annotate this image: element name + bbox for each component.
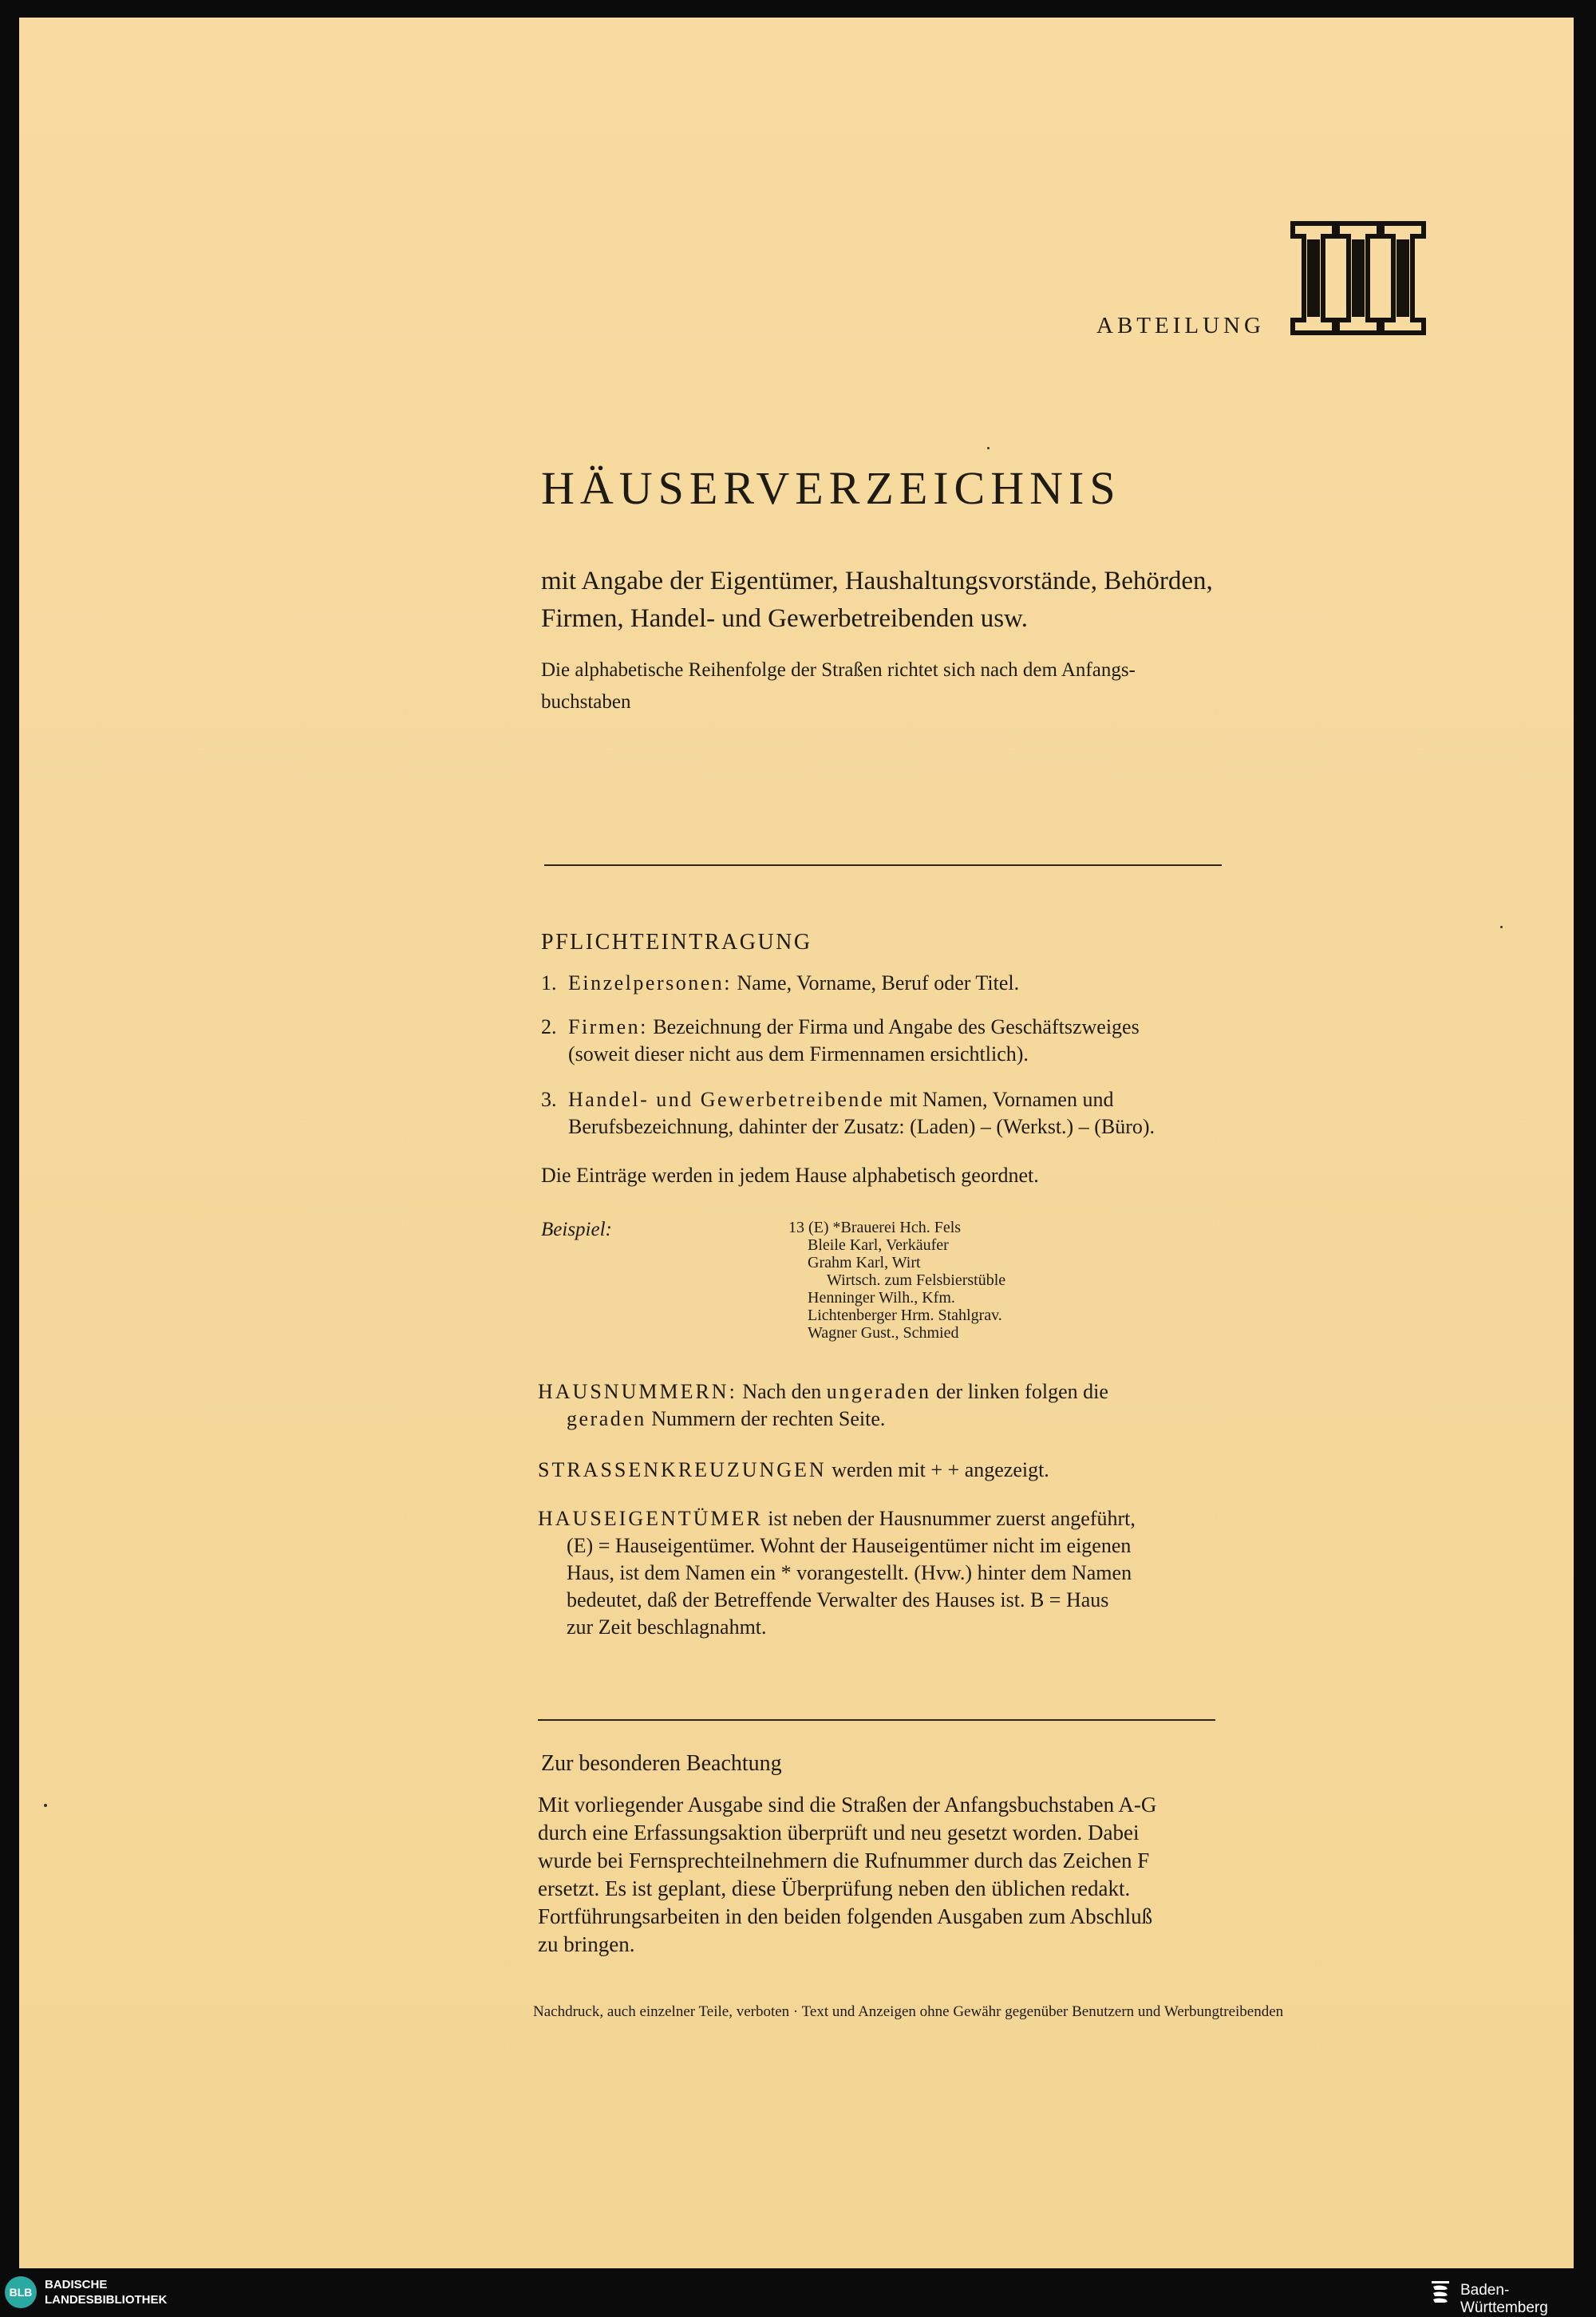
divider bbox=[538, 1719, 1215, 1721]
eigentuemer-text: Haus, ist dem Namen ein * vorangestellt. (Hvw.) hinter dem Namen bbox=[567, 1561, 1132, 1584]
eigentuemer-text: bedeutet, daß der Betreffende Verwalter des Hauses ist. B = Haus bbox=[567, 1588, 1109, 1611]
bw-lions-icon[interactable] bbox=[1428, 2276, 1452, 2308]
pflicht-item-2 bbox=[541, 1014, 1221, 1068]
example-line: Henninger Wilh., Kfm. bbox=[808, 1289, 955, 1307]
item-number: 3. bbox=[541, 1088, 557, 1111]
footer-note: Nachdruck, auch einzelner Teile, verboten · Text und Anzeigen ohne Gewähr gegenüber Benutzern und Werbungtreibenden bbox=[533, 2003, 1284, 2020]
eigentuemer-label: HAUSEIGENTÜMER bbox=[538, 1507, 763, 1530]
hausnummern-text: Nummern der rechten Seite. bbox=[651, 1407, 886, 1430]
hausnummern-text: der linken folgen die bbox=[936, 1380, 1108, 1403]
roman-numeral-three bbox=[1290, 220, 1427, 336]
sort-note-line: Die alphabetische Reihenfolge der Straßen richtet sich nach dem Anfangs- bbox=[541, 659, 1136, 681]
sort-note bbox=[541, 654, 1227, 718]
paper-speck bbox=[987, 447, 990, 449]
blb-logo[interactable]: BLB bbox=[5, 2276, 37, 2308]
abteilung-label: ABTEILUNG bbox=[1096, 313, 1265, 338]
item-label: Einzelpersonen: bbox=[568, 971, 732, 994]
pflicht-heading: PFLICHTEINTRAGUNG bbox=[541, 930, 812, 955]
eigentuemer-text: ist neben der Hausnummer zuerst angeführt, bbox=[768, 1507, 1136, 1530]
beispiel-label: Beispiel: bbox=[541, 1219, 612, 1240]
beispiel-example bbox=[788, 1219, 1005, 1342]
item-text: Bezeichnung der Firma und Angabe des Geschäftszweiges bbox=[653, 1015, 1140, 1038]
beachtung-line: Fortführungsarbeiten in den beiden folgenden Ausgaben zum Abschluß bbox=[538, 1904, 1153, 1928]
eigentuemer-block bbox=[538, 1505, 1218, 1641]
hausnummern-emphasis: ungeraden bbox=[826, 1380, 931, 1403]
example-line: Wagner Gust., Schmied bbox=[808, 1324, 959, 1342]
example-line: Bleile Karl, Verkäufer bbox=[808, 1236, 949, 1254]
beachtung-line: ersetzt. Es ist geplant, diese Überprüfung neben den üblichen redakt. bbox=[538, 1876, 1131, 1900]
viewer-bottom-bar bbox=[0, 2268, 1596, 2314]
divider bbox=[544, 864, 1222, 866]
example-line: 13 (E) *Brauerei Hch. Fels bbox=[788, 1219, 962, 1236]
item-label: Firmen: bbox=[568, 1015, 648, 1038]
subtitle-line: mit Angabe der Eigentümer, Haushaltungsvorstände, Behörden, bbox=[541, 567, 1213, 595]
bw-name[interactable]: Baden-Württemberg bbox=[1460, 2282, 1548, 2316]
beachtung-text bbox=[538, 1791, 1218, 1959]
kreuzungen-block bbox=[538, 1457, 1218, 1484]
paper-speck bbox=[44, 1804, 47, 1807]
pflicht-item-3 bbox=[541, 1086, 1221, 1141]
beachtung-line: zu bringen. bbox=[538, 1932, 635, 1956]
kreuzungen-text: werden mit + + angezeigt. bbox=[832, 1458, 1049, 1481]
item-text: mit Namen, Vornamen und bbox=[889, 1088, 1114, 1111]
eigentuemer-text: (E) = Hauseigentümer. Wohnt der Hauseigentümer nicht im eigenen bbox=[567, 1534, 1132, 1557]
paper-speck bbox=[1500, 926, 1503, 928]
subtitle-line: Firmen, Handel- und Gewerbetreibenden usw. bbox=[541, 604, 1029, 633]
subtitle bbox=[541, 563, 1227, 638]
pflicht-item-1 bbox=[541, 970, 1221, 997]
blb-name-line: LANDESBIBLIOTHEK bbox=[45, 2293, 168, 2307]
hausnummern-emphasis: geraden bbox=[567, 1407, 646, 1430]
beachtung-line: wurde bei Fernsprechteilnehmern die Rufnummer durch das Zeichen F bbox=[538, 1848, 1150, 1872]
sort-note-line: buchstaben bbox=[541, 691, 631, 713]
beachtung-line: durch eine Erfassungsaktion überprüft und neu gesetzt worden. Dabei bbox=[538, 1821, 1140, 1845]
item-label: Handel- und Gewerbetreibende bbox=[568, 1088, 885, 1111]
example-line: Lichtenberger Hrm. Stahlgrav. bbox=[808, 1307, 1002, 1324]
kreuzungen-label: STRASSENKREUZUNGEN bbox=[538, 1458, 827, 1481]
eigentuemer-text: zur Zeit beschlagnahmt. bbox=[567, 1615, 767, 1639]
sorted-note: Die Einträge werden in jedem Hause alphabetisch geordnet. bbox=[541, 1164, 1039, 1187]
item-number: 2. bbox=[541, 1015, 557, 1038]
example-line: Grahm Karl, Wirt bbox=[808, 1254, 921, 1271]
item-number: 1. bbox=[541, 971, 557, 994]
item-text: Name, Vorname, Beruf oder Titel. bbox=[737, 971, 1020, 994]
hausnummern-label: HAUSNUMMERN: bbox=[538, 1380, 737, 1403]
item-text-continued: Berufsbezeichnung, dahinter der Zusatz: (Laden) – (Werkst.) – (Büro). bbox=[568, 1115, 1156, 1138]
blb-name[interactable] bbox=[45, 2277, 167, 2307]
beachtung-title: Zur besonderen Beachtung bbox=[541, 1751, 782, 1776]
hausnummern-text: Nach den bbox=[742, 1380, 822, 1403]
item-text-continued: (soweit dieser nicht aus dem Firmennamen ersichtlich). bbox=[568, 1042, 1029, 1066]
hausnummern-block bbox=[538, 1378, 1218, 1433]
page-title: HÄUSERVERZEICHNIS bbox=[541, 462, 1121, 514]
blb-name-line: BADISCHE bbox=[45, 2278, 108, 2291]
beachtung-line: Mit vorliegender Ausgabe sind die Straßen der Anfangsbuchstaben A-G bbox=[538, 1793, 1157, 1817]
example-line: Wirtsch. zum Felsbierstüble bbox=[827, 1271, 1006, 1289]
